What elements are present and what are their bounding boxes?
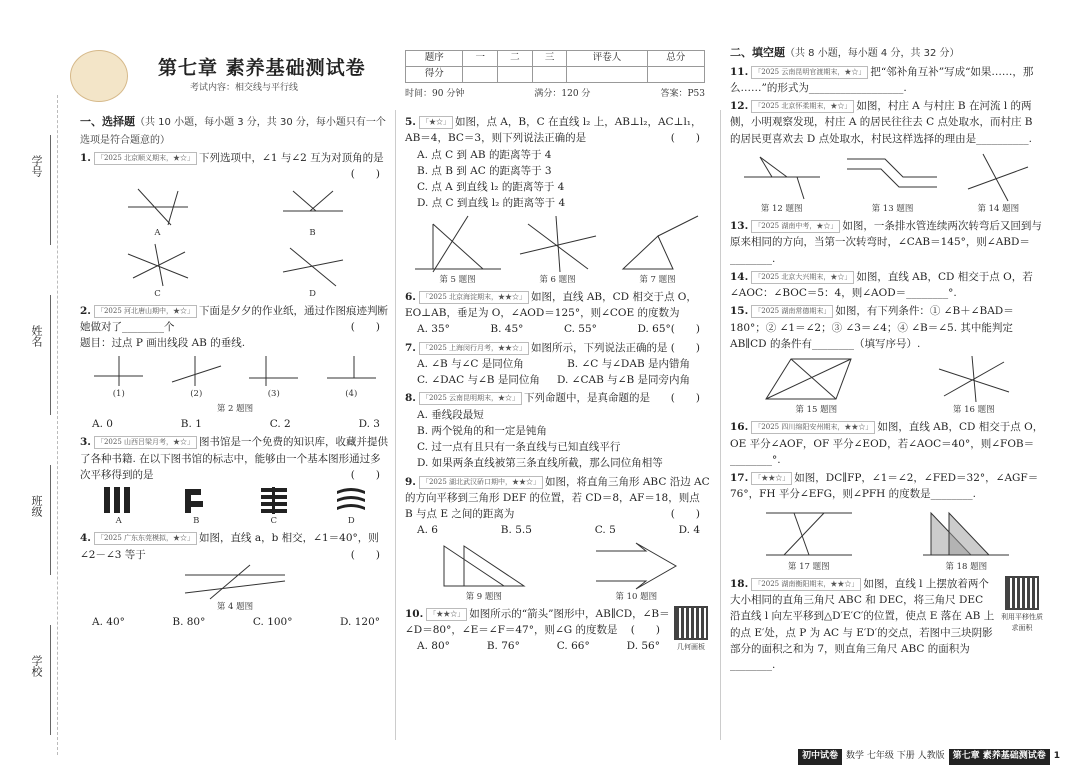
source-tag: 「2025 北京顺义期末，★☆」 (94, 152, 197, 165)
option-d[interactable]: D. 3 (358, 418, 380, 431)
question-number: 7. (405, 341, 416, 354)
option-b[interactable]: B. 45° (490, 323, 524, 336)
score-head-cell: 评卷人 (567, 51, 647, 67)
q1-figure-d (278, 242, 348, 301)
library-logo-c (257, 485, 291, 528)
figure-label: (1) (112, 388, 125, 399)
option-c[interactable]: C. 点 A 到直线 l₂ 的距离等于 4 (417, 181, 565, 194)
q2-options (92, 416, 380, 432)
figure-caption: 第 5 题图 (439, 274, 476, 285)
option-label: C (270, 516, 277, 527)
question-number: 17. (730, 472, 749, 485)
source-tag: 「2025 湖南中考，★☆」 (751, 220, 840, 233)
question-text: 图书馆是一个免费的知识库，收藏并提供了各种书籍. 在以下图书馆的标志中，能够由一个基本图形通过多次平移得到的是 (80, 436, 389, 481)
q4-figure (80, 563, 390, 601)
option-label: B (193, 516, 200, 527)
section-title: 二、填空题 (730, 46, 785, 59)
option-label: A (115, 516, 122, 527)
q1-figures (80, 185, 390, 240)
answer-bracket[interactable]: ( ) (670, 392, 700, 405)
question-number: 8. (405, 392, 416, 405)
question-number: 2. (80, 304, 91, 317)
option-d[interactable]: D. 如果两条直线被第三条直线所截，那么同位角相等 (417, 457, 663, 470)
question-text: 如图，将直角三角形 ABC 沿边 AC 的方向平移到三角形 DEF 的位置，若 CD＝8，AF＝18，则点 B 与点 E 之间的距离为 (405, 475, 710, 521)
answer-bracket[interactable]: ( ) (670, 132, 700, 145)
figure-caption: 第 18 题图 (945, 561, 988, 572)
q1-figure-b (278, 185, 348, 240)
option-label: A (154, 227, 161, 238)
class-line (50, 465, 51, 575)
question-2 (80, 303, 390, 432)
option-c[interactable]: C. 过一点有且只有一条直线与已知直线平行 (417, 441, 621, 454)
figure-caption: 第 13 题图 (871, 203, 914, 214)
q7-options-2 (417, 372, 690, 388)
figure-caption: 第 14 题图 (977, 203, 1020, 214)
library-logo-d (334, 485, 368, 528)
option-a[interactable]: A. 35° (417, 323, 450, 336)
score-row-label: 得分 (406, 67, 463, 83)
score-cell[interactable] (647, 67, 704, 83)
question-7 (405, 340, 710, 389)
column-2 (405, 113, 710, 657)
answer-bracket[interactable]: ( ) (350, 168, 380, 181)
exam-info (405, 88, 705, 102)
library-logo-a (102, 485, 136, 528)
q4-options (92, 614, 380, 630)
question-10 (405, 606, 710, 655)
question-8 (405, 390, 710, 471)
score-head-cell: 三 (532, 51, 567, 67)
page-header (70, 48, 705, 106)
source-tag: 「2025 北京大兴期末，★☆」 (751, 271, 854, 284)
option-d[interactable]: D. 120° (339, 615, 380, 628)
answer-page: 答案：P53 (660, 89, 705, 99)
score-cell[interactable] (463, 67, 498, 83)
brand-label: 初中试卷 (798, 749, 842, 765)
q9-options (417, 522, 700, 538)
answer-bracket[interactable]: ( ) (670, 341, 700, 354)
figure-caption: 第 2 题图 (216, 403, 254, 414)
figure-label: (2) (190, 388, 203, 399)
score-table (405, 50, 705, 83)
page-number: 1 (1053, 751, 1060, 762)
option-label: D (309, 288, 316, 299)
q17-18-figures (730, 505, 1045, 574)
question-text: 把“邻补角互补”写成“如果……，那么……”的形式为__________________. (730, 65, 1034, 94)
score-head-cell: 题序 (406, 51, 463, 67)
answer-bracket[interactable]: ( ) (630, 624, 660, 637)
question-number: 9. (405, 475, 416, 488)
section-note: （共 8 小题，每小题 4 分，共 32 分） (785, 48, 960, 59)
q5-7-figures (405, 214, 710, 287)
figure-caption: 第 17 题图 (787, 561, 830, 572)
figure-caption: 第 6 题图 (539, 274, 576, 285)
question-6 (405, 289, 710, 338)
option-c[interactable]: C. ∠DAC 与∠B 是同位角 (417, 374, 540, 387)
column-divider (395, 110, 396, 740)
q6-options (417, 321, 671, 337)
answer-bracket[interactable]: ( ) (350, 321, 380, 334)
option-c[interactable]: C. 100° (252, 615, 293, 628)
source-tag: 「2025 河北唐山期中，★☆」 (94, 305, 197, 318)
question-text: 下列选项中，∠1 与∠2 互为对顶角的是 (199, 152, 384, 164)
question-12 (730, 98, 1045, 216)
source-tag: 「2025 四川绵阳安州期末，★★☆」 (751, 421, 875, 434)
source-tag: 「★★☆」 (751, 472, 792, 485)
question-text: 如图，DC∥FP，∠1＝∠2，∠FED＝32°，∠AGF＝76°，FH 平分∠EFG，则∠PFH 的度数是________. (730, 472, 1039, 501)
option-b[interactable]: B. 5.5 (500, 524, 532, 537)
column-3 (730, 44, 1045, 675)
name-label: 姓名 (30, 325, 44, 347)
q15-16-figures (730, 354, 1045, 417)
question-text: 如图，直线 AB，CD 相交于点 O，OE 平分∠AOF，OF 平分∠EOD，若∠AOC＝40°，则∠FOB＝________°. (730, 421, 1044, 466)
option-a[interactable]: A. ∠B 与∠C 是同位角 (417, 357, 524, 370)
score-cell[interactable] (532, 67, 567, 83)
option-c[interactable]: C. 2 (269, 418, 291, 431)
source-tag: 「2025 湖南衡阳期末，★★☆」 (751, 578, 861, 591)
q1-figures-2 (80, 242, 390, 301)
q10-options (417, 638, 660, 654)
school-line (50, 625, 51, 735)
option-d[interactable]: D. ∠CAB 与∠B 是同旁内角 (556, 374, 690, 387)
exam-time: 时间：90 分钟 (405, 89, 465, 99)
question-text: 如图，直线 a，b 相交，∠1＝40°，则∠2－∠3 等于 (80, 532, 379, 561)
class-label: 班级 (30, 495, 44, 517)
qr-caption: 几何画板 (677, 642, 705, 651)
answer-bracket[interactable]: ( ) (350, 468, 380, 481)
question-text: 如图，一条排水管连续两次转弯后又回到与原来相同的方向，当第一次转弯时，∠CAB＝145°，则∠ABD＝________. (730, 220, 1042, 265)
q2-figures (80, 354, 390, 401)
option-b[interactable]: B. 点 B 到 AC 的距离等于 3 (417, 164, 552, 177)
score-cell[interactable] (567, 67, 647, 83)
q7-options-1 (417, 356, 690, 372)
page-footer (798, 749, 1060, 765)
question-18 (730, 576, 1045, 674)
question-number: 11. (730, 65, 749, 78)
library-logo-b (179, 485, 213, 528)
column-1 (80, 113, 390, 632)
option-d[interactable]: D. 点 C 到直线 l₂ 的距离等于 4 (417, 197, 566, 210)
question-4 (80, 530, 390, 630)
question-13 (730, 218, 1045, 267)
figure-label: (4) (345, 388, 358, 399)
option-b[interactable]: B. 两个锐角的和一定是钝角 (417, 424, 547, 437)
question-number: 5. (405, 116, 416, 128)
question-text: 下面是夕夕的作业纸，通过作图痕迹判断她做对了________个 (80, 304, 389, 334)
question-text: 如图，村庄 A 与村庄 B 在河流 l 的两侧，小明观察发现，村庄 A 的居民往往去 C 点处取水，而村庄 B 的居民更喜欢去 D 点处取水，村民这样选择的理由是__________. (730, 100, 1033, 145)
figure-caption: 第 7 题图 (639, 274, 676, 285)
question-number: 13. (730, 220, 749, 232)
score-head-cell: 一 (463, 51, 498, 67)
question-text: 下列命题中，是真命题的是 (524, 392, 651, 405)
student-id-label: 学号 (30, 155, 44, 177)
answer-bracket[interactable]: ( ) (670, 508, 700, 521)
source-tag: 「2025 上海闵行月考，★★☆」 (419, 342, 529, 355)
option-c[interactable]: C. 55° (563, 323, 597, 336)
option-a[interactable]: A. 40° (92, 615, 125, 628)
question-text: 如图所示的“箭头”图形中，AB∥CD，∠B＝∠D＝80°，∠E＝∠F＝47°，则∠G 的度数是 (405, 607, 670, 637)
binding-margin (8, 95, 58, 755)
source-tag: 「2025 云南昆明期末，★☆」 (419, 392, 522, 405)
course-info: 数学 七年级 下册 人教版 (846, 751, 945, 762)
question-number: 3. (80, 436, 91, 449)
question-number: 18. (730, 577, 749, 590)
option-a[interactable]: A. 点 C 到 AB 的距离等于 4 (417, 148, 552, 161)
q1-figure-a (123, 185, 193, 240)
cartoon-mascot-image (70, 50, 128, 102)
question-text: 如图，直线 AB，CD 相交于点 O，若∠AOC：∠BOC＝5：4，则∠AOD＝________°. (730, 270, 1033, 300)
question-text: 如图，直线 l 上摆放着两个大小相同的直角三角尺 ABC 和 DEC，将三角尺 DEC 沿直线 l 向左平移到△D′E′C′的位置，使点 E 落在 AB 上的点 E′处，点 P 为 AC 与 E′D′的交点，若图中三块阴影部分的面积之和为 7，则直角三角尺 ABC 的面积为________. (730, 577, 995, 672)
source-tag: 「2025 北京海淀期末，★★☆」 (419, 291, 529, 304)
option-label: C (154, 288, 161, 299)
q3-logos (80, 485, 390, 528)
figure-label: (3) (267, 388, 280, 399)
question-number: 14. (730, 270, 749, 283)
school-label: 学校 (30, 655, 44, 677)
score-head-cell: 总分 (647, 51, 704, 67)
question-subtext: 题目：过点 P 画出线段 AB 的垂线. (80, 337, 246, 350)
question-15 (730, 303, 1045, 417)
source-tag: 「2025 广东东莞模拟，★☆」 (94, 532, 197, 545)
name-line (50, 295, 51, 415)
question-14 (730, 269, 1045, 302)
score-head-cell: 二 (498, 51, 533, 67)
exam-content: 考试内容：相交线与平行线 (190, 83, 299, 93)
question-number: 15. (730, 305, 749, 318)
option-a[interactable]: A. 6 (417, 524, 438, 537)
column-divider (720, 110, 721, 740)
question-5 (405, 114, 710, 287)
question-17 (730, 470, 1045, 574)
option-b[interactable]: B. 76° (486, 640, 520, 653)
qr-code-icon[interactable] (674, 606, 708, 640)
option-a[interactable]: A. 0 (92, 418, 113, 431)
option-c[interactable]: C. 5 (594, 524, 616, 537)
question-text: 如图，有下列条件：① ∠B＋∠BAD＝180°；② ∠1＝∠2；③ ∠3＝∠4；④ ∠B＝∠5. 其中能判定 AB∥CD 的条件有________（填写序号）. (730, 305, 1014, 350)
figure-caption: 第 9 题图 (465, 591, 502, 602)
option-d[interactable]: D. 56° (626, 640, 660, 653)
question-number: 16. (730, 421, 749, 434)
option-label: B (309, 227, 316, 238)
figure-caption: 第 15 题图 (795, 405, 838, 416)
figure-caption: 第 10 题图 (615, 591, 658, 602)
student-id-line (50, 135, 51, 245)
option-d[interactable]: D. 4 (678, 524, 700, 537)
question-number: 10. (405, 607, 424, 620)
source-tag: 「★★☆」 (426, 608, 467, 621)
question-11 (730, 64, 1045, 97)
section-note: （共 10 小题，每小题 3 分，共 30 分，每小题只有一个选项是符合题意的） (80, 117, 386, 146)
option-d[interactable]: D. 65° (637, 323, 671, 336)
question-1 (80, 150, 390, 301)
source-tag: 「★☆」 (419, 116, 453, 129)
question-text: 如图所示，下列说法正确的是 (531, 341, 668, 354)
section-title: 一、选择题 (80, 115, 135, 128)
option-b[interactable]: B. ∠C 与∠DAB 是内错角 (567, 357, 690, 370)
source-tag: 「2025 湖南常德期末」 (751, 305, 833, 318)
option-label: D (347, 516, 355, 527)
score-cell[interactable] (498, 67, 533, 83)
chapter-label: 第七章 素养基础测试卷 (949, 749, 1050, 765)
question-number: 4. (80, 532, 91, 545)
source-tag: 「2025 北京怀柔期末，★☆」 (751, 100, 854, 113)
option-a[interactable]: A. 80° (417, 640, 450, 653)
question-3 (80, 434, 390, 528)
question-text: 如图，直线 AB，CD 相交于点 O，EO⊥AB，垂足为 O，∠AOD＝125°，则∠COE 的度数为 (405, 290, 697, 320)
qr-code-icon[interactable] (1005, 576, 1039, 610)
figure-caption: 第 16 题图 (952, 405, 995, 416)
qr-caption: 利用平移性质求面积 (1001, 612, 1043, 632)
question-number: 6. (405, 290, 416, 303)
section-1-heading (80, 113, 390, 148)
question-text: 如图，点 A，B，C 在直线 l₂ 上，AB⊥l₂，AC⊥l₁，AB＝4，BC＝3，则下列说法正确的是 (405, 116, 702, 145)
question-9 (405, 474, 710, 604)
section-2-heading (730, 44, 1045, 62)
figure-caption: 第 12 题图 (760, 203, 803, 214)
q9-10-figures (405, 541, 710, 604)
option-a[interactable]: A. 垂线段最短 (417, 408, 484, 421)
figure-caption: 第 4 题图 (216, 601, 254, 612)
question-16 (730, 419, 1045, 468)
source-tag: 「2025 云南昆明官渡期末，★☆」 (751, 66, 868, 79)
option-b[interactable]: B. 80° (172, 615, 206, 628)
answer-bracket[interactable]: ( ) (350, 548, 380, 561)
source-tag: 「2025 山西吕梁月考，★☆」 (94, 436, 197, 449)
exam-full-score: 满分：120 分 (534, 89, 591, 99)
question-number: 1. (80, 152, 91, 164)
question-number: 12. (730, 100, 749, 113)
page-title: 第七章 素养基础测试卷 (158, 57, 366, 79)
option-c[interactable]: C. 66° (556, 640, 590, 653)
q1-figure-c (123, 242, 193, 301)
option-b[interactable]: B. 1 (180, 418, 202, 431)
answer-bracket[interactable]: ( ) (670, 323, 700, 336)
q12-14-figures (730, 149, 1045, 216)
source-tag: 「2025 湖北武汉硚口期中，★★☆」 (419, 476, 543, 489)
